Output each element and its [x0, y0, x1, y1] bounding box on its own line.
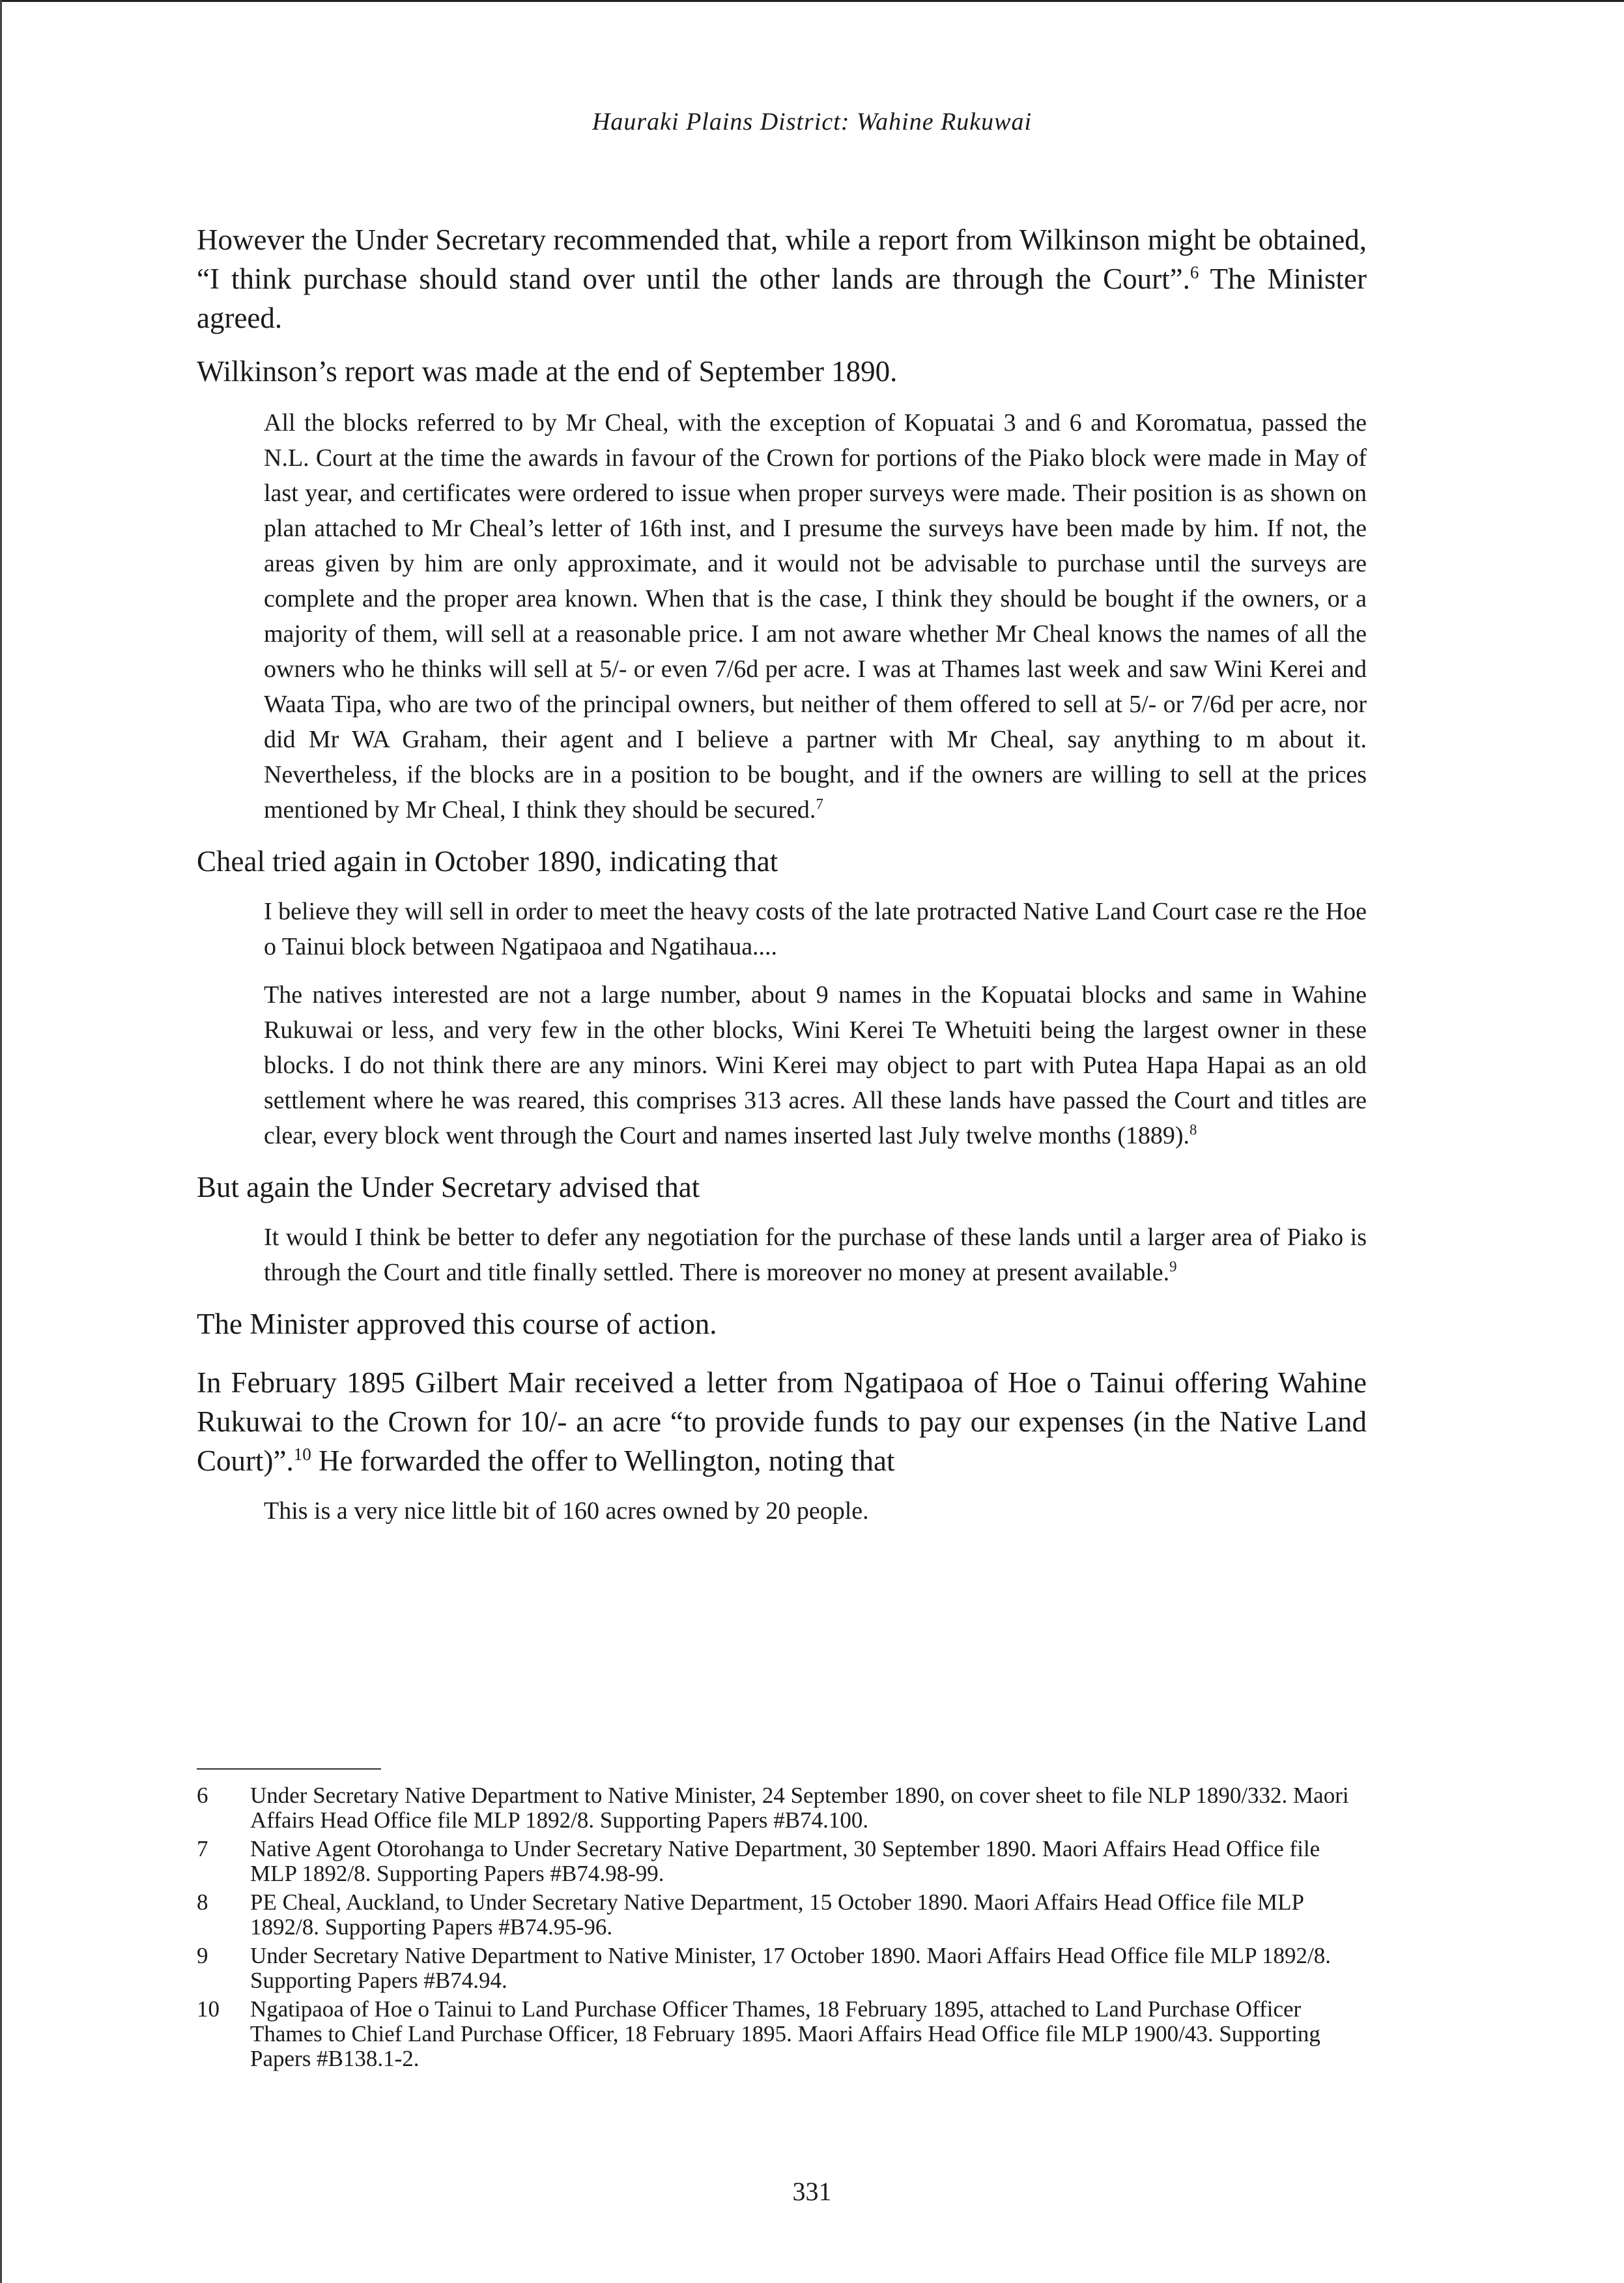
paragraph: Cheal tried again in October 1890, indicating that — [197, 845, 778, 878]
footnote-ref[interactable]: 9 — [1169, 1258, 1177, 1275]
quote-paragraph: It would I think be better to defer any negotiation for the purchase of these lands until a larger area of Piako is through the Court and title finally settled. There is moreover no money at present available.$^9$ — [264, 1224, 1367, 1286]
footnote-text: Ngatipaoa of Hoe o Tainui to Land Purchase Officer Thames, 18 February 1895, attached to Land Purchase Officer Thames to Chief Land Purchase Officer, 18 February 1895. Maori Affairs Head Office file MLP 1900/43. Supporting Papers #B138.1-2. — [250, 1996, 1320, 2071]
footnote — [197, 1837, 1367, 1886]
footnote-text: Native Agent Otorohanga to Under Secretary Native Department, 30 September 1890. Maori Affairs Head Office file MLP 1892/8. Supporting Papers #B74.98-99. — [250, 1836, 1320, 1886]
footnote-separator — [197, 1768, 381, 1770]
footnote-ref[interactable]: 6 — [1190, 263, 1199, 282]
footnote-ref[interactable]: 10 — [293, 1444, 311, 1464]
footnote-number: 6 — [197, 1783, 208, 1808]
footnote-text: Under Secretary Native Department to Native Minister, 24 September 1890, on cover sheet to file NLP 1890/332. Maori Affairs Head Office file MLP 1892/8. Supporting Papers #B74.100. — [250, 1783, 1349, 1833]
scan-edge-left — [0, 0, 2, 2283]
footnote-text: PE Cheal, Auckland, to Under Secretary Native Department, 15 October 1890. Maori Affairs Head Office file MLP 1892/8. Supporting Papers #B74.95-96. — [250, 1889, 1303, 1940]
paragraph: But again the Under Secretary advised that — [197, 1171, 700, 1203]
quote-paragraph: I believe they will sell in order to meet the heavy costs of the late protracted Native Land Court case re the Hoe o Tainui block between Ngatipaoa and Ngatihaua.... — [264, 898, 1367, 960]
footnote-text: Under Secretary Native Department to Native Minister, 17 October 1890. Maori Affairs Head Office file MLP 1892/8. Supporting Papers #B74.94. — [250, 1943, 1332, 1993]
footnote — [197, 1783, 1367, 1833]
footnote — [197, 1997, 1367, 2071]
quote-paragraph: All the blocks referred to by Mr Cheal, with the exception of Kopuatai 3 and 6 and Koromatua, passed the N.L. Court at the time the awards in favour of the Crown for portions of the Piako block were made in May of last year, and certificates were ordered to issue when proper surveys were made. Their position is as shown on plan attached to Mr Cheal’s letter of 16th inst, and I presume the surveys have been made by him. If not, the areas given by him are only approximate, and it would not be advisable to purchase until the surveys are complete and the proper area known. When that is the case, I think they should be bought if the owners, or a majority of them, will sell at a reasonable price. I am not aware whether Mr Cheal knows the names of all the owners who he thinks will sell at 5/- or even 7/6d per acre. I was at Thames last week and saw Wini Kerei and Waata Tipa, who are two of the principal owners, but neither of them offered to sell at 5/- or 7/6d per acre, nor did Mr WA Graham, their agent and I believe a partner with Mr Cheal, say anything to m about it. Nevertheless, if the blocks are in a position to be bought, and if the owners are willing to sell at the prices mentioned by Mr Cheal, I think they should be secured.$^7$ — [264, 409, 1367, 824]
footnote-number: 10 — [197, 1996, 220, 2022]
page-number: 331 — [792, 2177, 832, 2206]
quote-paragraph: This is a very nice little bit of 160 acres owned by 20 people. — [264, 1497, 869, 1525]
paragraph: The Minister approved this course of action. — [197, 1308, 717, 1340]
running-header: Hauraki Plains District: Wahine Rukuwai — [591, 108, 1033, 136]
footnote-ref[interactable]: 8 — [1190, 1121, 1197, 1138]
block-quote — [264, 1220, 1367, 1290]
block-quote — [264, 1493, 1367, 1529]
footnote-number: 7 — [197, 1836, 208, 1861]
main-text — [197, 220, 1367, 1529]
footnote-number: 8 — [197, 1889, 208, 1915]
block-quote — [264, 405, 1367, 827]
footnote-number: 9 — [197, 1943, 208, 1968]
footnotes — [197, 1783, 1367, 2075]
quote-paragraph: The natives interested are not a large number, about 9 names in the Kopuatai blocks and same in Wahine Rukuwai or less, and very few in the other blocks, Wini Kerei Te Whetuiti being the largest owner in these blocks. I do not think there are any minors. Wini Kerei may object to part with Putea Hapa Hapai as an old settlement where he was reared, this comprises 313 acres. All these lands have passed the Court and titles are clear, every block went through the Court and names inserted last July twelve months (1889).$^8$ — [264, 981, 1367, 1149]
paragraph: However the Under Secretary recommended that, while a report from Wilkinson might be obtained, “I think purchase should stand over until the other lands are through the Court”.$^6$ The Minister agreed. — [197, 223, 1367, 334]
block-quote — [264, 894, 1367, 1153]
footnote — [197, 1890, 1367, 1940]
paragraph: Wilkinson’s report was made at the end of September 1890. — [197, 355, 898, 388]
paragraph: In February 1895 Gilbert Mair received a letter from Ngatipaoa of Hoe o Tainui offering Wahine Rukuwai to the Crown for 10/- an acre “to provide funds to pay our expenses (in the Native Land Court)”.$^{10}$ He forwarded the offer to Wellington, noting that — [197, 1366, 1367, 1477]
footnote-ref[interactable]: 7 — [816, 796, 823, 812]
scan-edge-top — [0, 0, 1624, 2]
footnote — [197, 1944, 1367, 1993]
